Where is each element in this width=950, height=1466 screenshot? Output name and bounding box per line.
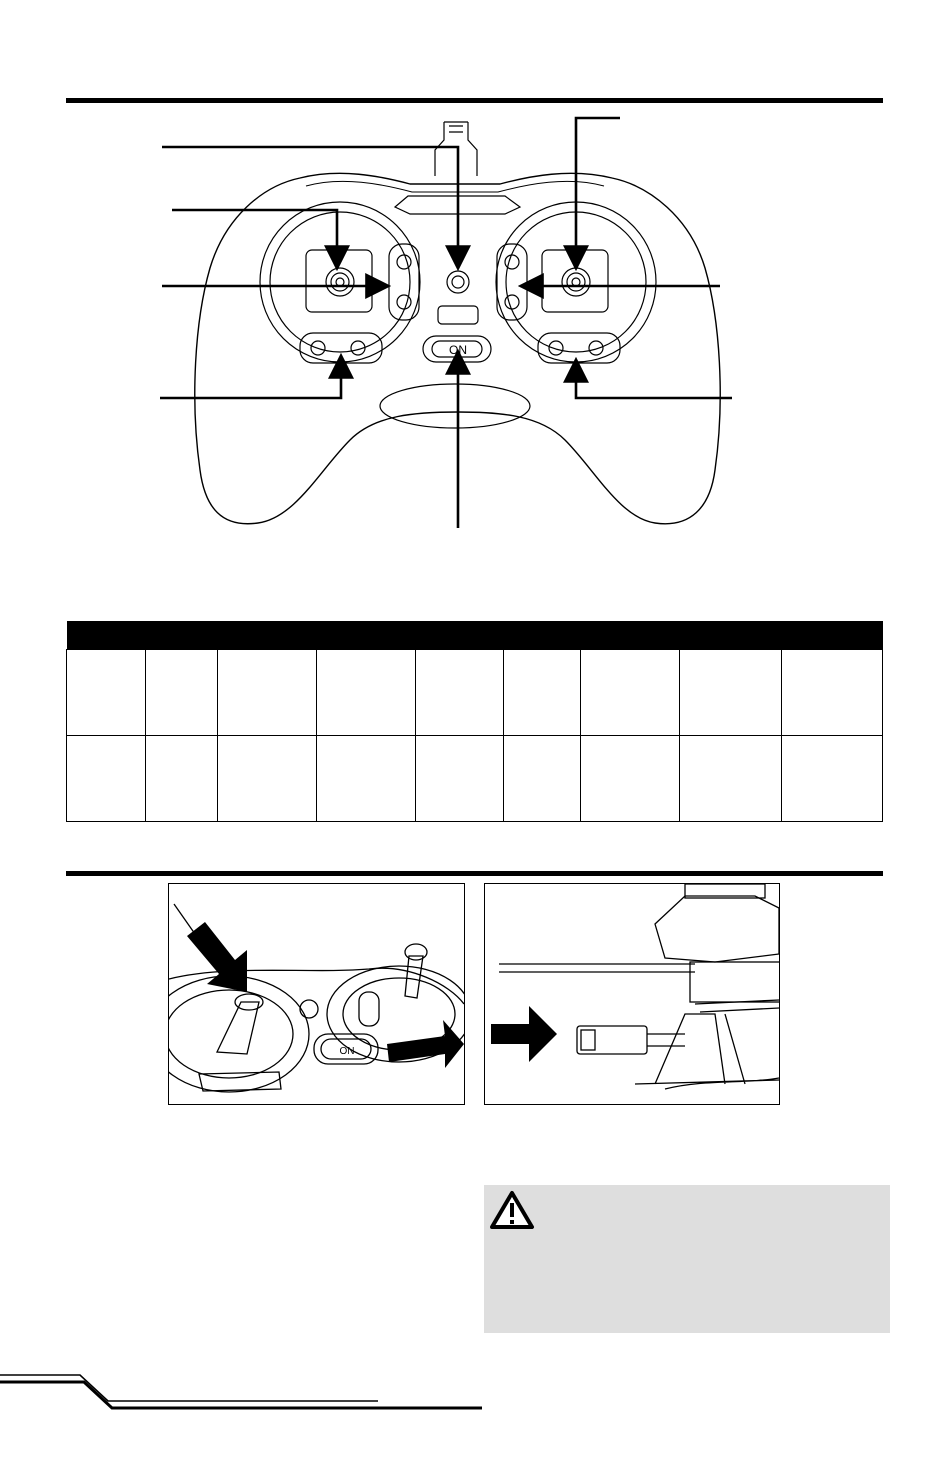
left-vertical-trim <box>389 244 419 320</box>
figure-transmitter-closeup <box>168 883 465 1105</box>
spec-table <box>66 621 883 822</box>
footer-decoration <box>0 1360 950 1420</box>
table-cell <box>67 736 146 822</box>
table-cell <box>416 736 504 822</box>
arrow-right-icon <box>491 1006 557 1062</box>
table-cell <box>782 650 883 736</box>
callout-lines <box>160 118 732 528</box>
switch-label: ON <box>449 343 467 357</box>
table-header-cell <box>581 621 680 650</box>
table-cell <box>581 736 680 822</box>
callout-right-bottom-trim <box>576 362 732 398</box>
table-cell <box>416 650 504 736</box>
table-header-cell <box>680 621 782 650</box>
callout-led-indicator <box>162 147 458 266</box>
table-cell <box>581 650 680 736</box>
table-header-cell <box>146 621 218 650</box>
table-cell <box>218 736 317 822</box>
callout-left-stick <box>172 210 337 266</box>
table-header-cell <box>218 621 317 650</box>
table-cell <box>67 650 146 736</box>
table-header-cell <box>504 621 581 650</box>
table-header-row <box>67 621 883 650</box>
warning-triangle-icon <box>489 1190 535 1230</box>
table-cell <box>317 736 416 822</box>
table-header-cell <box>782 621 883 650</box>
table-cell <box>146 650 218 736</box>
transmitter-diagram <box>0 0 950 560</box>
table-cell <box>146 736 218 822</box>
table-cell <box>680 650 782 736</box>
right-horizontal-trim <box>538 333 620 363</box>
warning-box <box>484 1185 890 1333</box>
arrow-right-switch-icon <box>387 1020 464 1068</box>
bottom-grip-oval <box>380 384 530 428</box>
table-header-cell <box>416 621 504 650</box>
status-led <box>447 271 469 293</box>
antenna <box>435 122 477 176</box>
table-cell <box>504 736 581 822</box>
table-cell <box>317 650 416 736</box>
left-gimbal <box>260 202 420 362</box>
right-vertical-trim <box>497 244 527 320</box>
table-row <box>67 650 883 736</box>
closeup-switch-label: ON <box>339 1046 355 1057</box>
section-rule-middle <box>66 871 883 876</box>
table-cell <box>218 650 317 736</box>
callout-right-stick <box>576 118 620 266</box>
figure-helicopter-battery <box>484 883 780 1105</box>
table-row <box>67 736 883 822</box>
table-cell <box>680 736 782 822</box>
table-header-cell <box>317 621 416 650</box>
table-cell <box>504 650 581 736</box>
callout-left-bottom-trim <box>160 358 341 398</box>
table-cell <box>782 736 883 822</box>
table-header-cell <box>67 621 146 650</box>
